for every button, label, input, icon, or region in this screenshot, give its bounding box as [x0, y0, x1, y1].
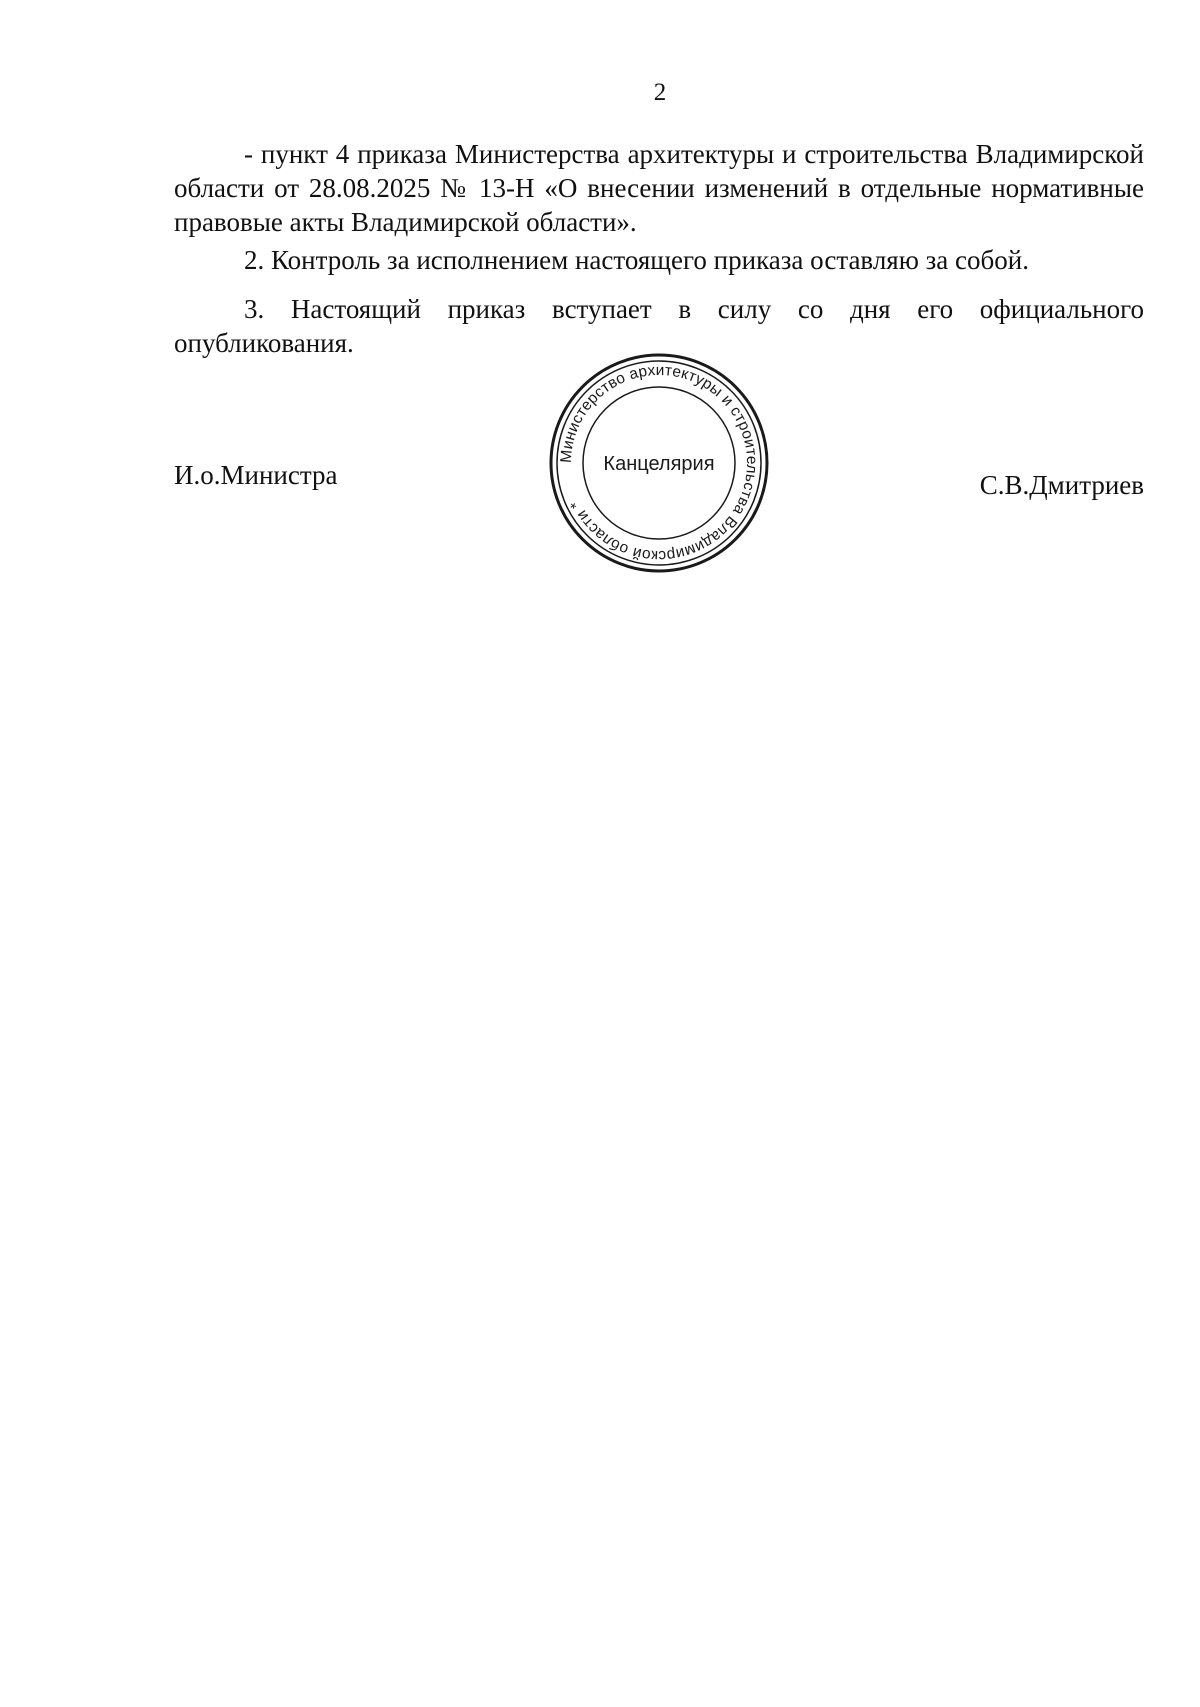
page-number: 2: [653, 79, 667, 106]
paragraph-item-4-repeal: - пункт 4 приказа Министерства архитектуры и строительства Владимирской области от 28.08.2025 № 13-Н «О внесении изменений в отдельные нормативные правовые акты Владимирской области».: [174, 139, 1144, 237]
document-body-paragraph-2: [174, 243, 1144, 277]
stamp-center-text: Канцелярия: [603, 453, 715, 475]
stamp-ring-text-path: Министерство архитектуры и строительства Владимирской области *: [557, 361, 761, 565]
signatory-name: С.В.Дмитриев: [979, 470, 1144, 500]
paragraph-control: 2. Контроль за исполнением настоящего приказа оставляю за собой.: [244, 245, 1029, 275]
stamp-seal-graphic: [546, 350, 772, 576]
document-body-paragraph-1: [174, 137, 1144, 239]
paragraph-effective-date: 3. Настоящий приказ вступает в силу со дня его официального опубликования.: [174, 294, 1144, 358]
signatory-title: И.о.Министра: [174, 460, 338, 490]
office-stamp: [546, 350, 772, 576]
